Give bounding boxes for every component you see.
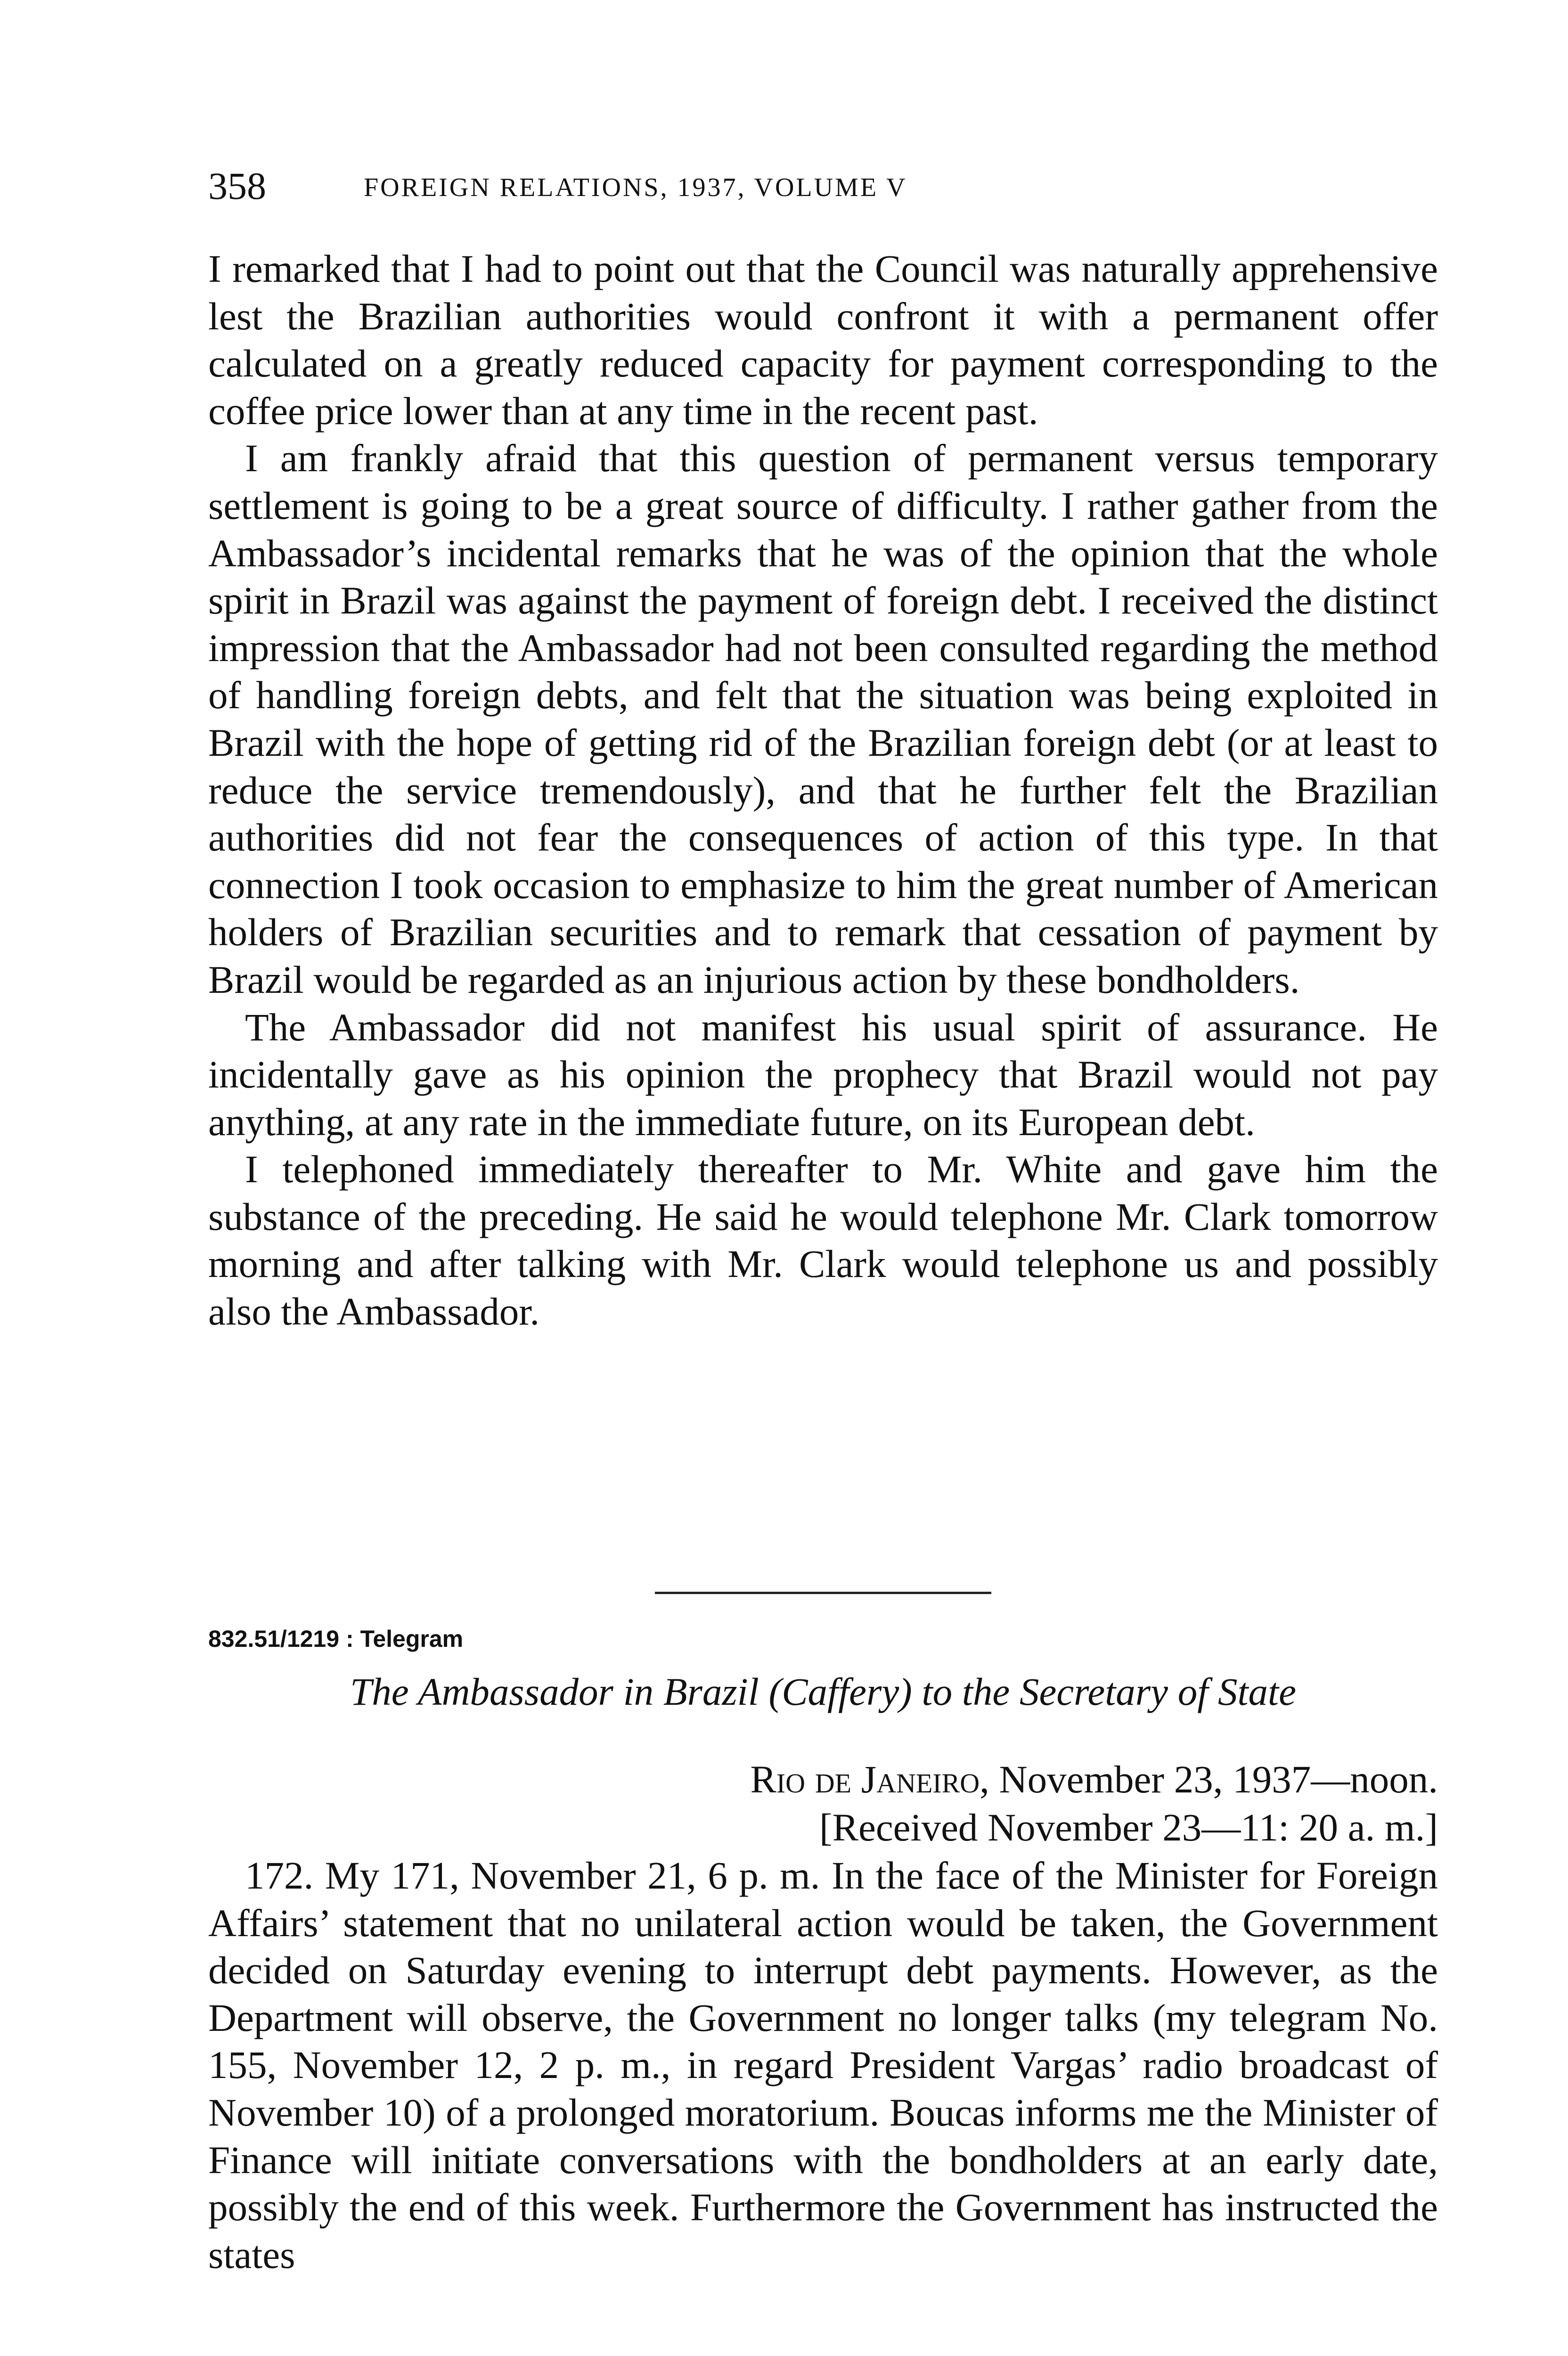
dateline-block <box>208 1755 1438 1851</box>
paragraph-council-concern: I remarked that I had to point out that the Council was naturally apprehensive lest the Brazilian authorities would confront it with a permanent offer calculated on a greatly reduced capacity for payment corresponding to the coffee price lower than at any time in the recent past. <box>208 247 1438 433</box>
dateline-date: , November 23, 1937—noon. <box>980 1758 1438 1801</box>
running-head <box>208 160 1438 212</box>
paragraph-ambassador-assurance: The Ambassador did not manifest his usual spirit of assurance. He incidentally gave as his opinion the prophecy that Brazil would not pay anything, at any rate in the immediate future, on its European debt. <box>208 1005 1438 1144</box>
telegram-body <box>208 1852 1438 2278</box>
dateline <box>208 1755 1438 1803</box>
body-text <box>208 245 1438 1335</box>
dateline-place: Rio de Janeiro <box>750 1758 980 1801</box>
document-title: The Ambassador in Brazil (Caffery) to the Secretary of State <box>350 1670 1296 1713</box>
running-head-title: FOREIGN RELATIONS, 1937, VOLUME V <box>364 173 907 202</box>
file-reference: 832.51/1219 : Telegram <box>208 1626 464 1652</box>
page-number: 358 <box>208 164 266 207</box>
received-line: [Received November 23—11: 20 a. m.] <box>819 1806 1438 1849</box>
paragraph-settlement-difficulty: I am frankly afraid that this question of permanent versus temporary settlement is going to be a great source of difficulty. I rather gather from the Ambassador’s incidental remarks that he was of the opinion that the whole spirit in Brazil was against the payment of foreign debt. I received the distinct impression that the Ambassador had not been consulted regarding the method of handling foreign debts, and felt that the situation was being exploited in Brazil with the hope of getting rid of the Brazilian foreign debt (or at least to reduce the service tremendously), and that he further felt the Brazilian authorities did not fear the consequences of action of this type. In that connection I took occasion to emphasize to him the great number of American holders of Brazilian securities and to remark that cessation of payment by Brazil would be regarded as an injurious action by these bondholders. <box>208 436 1438 1001</box>
paragraph-telephone-white: I telephoned immediately thereafter to Mr. White and gave him the substance of the preceding. He said he would telephone Mr. Clark tomorrow morning and after talking with Mr. Clark would telephone us and possibly also the Ambassador. <box>208 1147 1438 1333</box>
telegram-paragraph: 172. My 171, November 21, 6 p. m. In the face of the Minister for Foreign Affairs’ statement that no unilateral action would be taken, the Government decided on Saturday evening to interrupt debt payments. However, as the Department will observe, the Government no longer talks (my telegram No. 155, November 12, 2 p. m., in regard President Vargas’ radio broadcast of November 10) of a prolonged moratorium. Boucas informs me the Minister of Finance will initiate conversations with the bondholders at an early date, possibly the end of this week. Furthermore the Government has instructed the states <box>208 1854 1438 2276</box>
section-divider <box>655 1592 991 1594</box>
